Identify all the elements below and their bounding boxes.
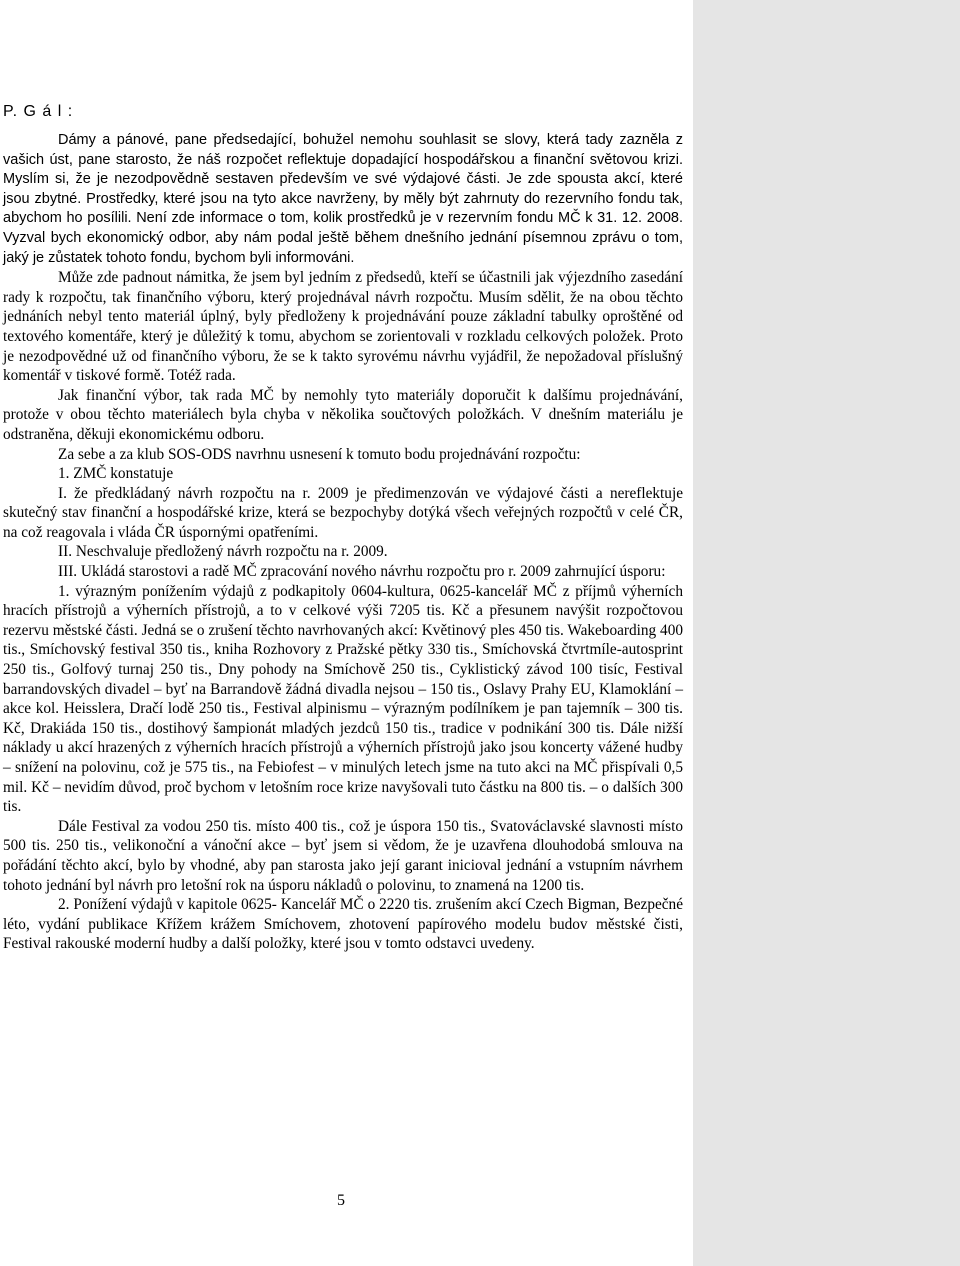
paragraph-5: 1. ZMČ konstatuje (58, 465, 174, 483)
document-body (3, 131, 683, 954)
comment-margin (693, 0, 960, 1266)
speaker-name: P. G á l : (3, 103, 74, 120)
paragraph-1: Dámy a pánové, pane předsedající, bohužel nemohu souhlasit se slovy, která tady zazněla z vašich úst, pane starosto, že náš rozpočet reflektuje dopadající hospodářskou a finanční světovou krizi. Myslím si, že je nezodpovědně sestaven především ve své výdajové části. Je zde spousta akcí, které jsou zbytné. Prostředky, které jsou na tyto akce navrženy, by měly být zahrnuty do rezervního fondu tak, abychom ho posílili. Není zde informace o tom, kolik prostředků je v rezervním fondu MČ k 31. 12. 2008. Vyzval bych ekonomický odbor, aby nám podal ještě během dnešního jednání písemnou zprávu o tom, jaký je zůstatek tohoto fondu, bychom byli informováni. (3, 132, 683, 266)
paragraph-10: Dále Festival za vodou 250 tis. místo 400 tis., což je úspora 150 tis., Svatováclavské slavnosti místo 500 tis. 250 tis., velikonoční a vánoční akce – byť jsem si vědom, že je uzavřena dlouhodobá smlouva na pořádání těchto akcí, bylo by vhodné, aby pan starosta jako její garant inicioval jednání a vstupním návrhem tohoto jednání byl návrh pro letošní rok na úsporu nákladů o polovinu, to znamená na 1200 tis. (3, 817, 683, 894)
page-number: 5 (337, 1192, 345, 1209)
paragraph-9: 1. výrazným ponížením výdajů z podkapitoly 0604-kultura, 0625-kancelář MČ z příjmů výherních hracích přístrojů a výherních přístrojů, a to v celkové výši 7205 tis. Kč a přesunem navýšit rozpočtovou rezervu městské části. Jedná se o zrušení těchto navrhovaných akcí: Květinový ples 450 tis. Wakeboarding 400 tis., Smíchovský festival 350 tis., kniha Rozhovory z Pražské pětky 330 tis., Smíchovská čtvrtmíle-autosprint 250 tis., Golfový turnaj 250 tis., Dny pohody na Smíchově 250 tis., Cyklistický závod 100 tisíc, Festival barrandovských divadel – byť na Barrandově žádná divadla nejsou – 150 tis., Oslavy Prahy EU, Klamoklání – akce kol. Heisslera, Dračí lodě 250 tis., Festival alpinismu – výrazným podílníkem je pan tajemník – 300 tis. Kč, Drakiáda 150 tis., dostihový šampionát mladých jezdců 150 tis., tradice v podnikání 300 tis. Dále nižší náklady u akcí hrazených z výherních hracích přístrojů a výherních přístrojů jako jsou koncerty vážené hudby – snížení na polovinu, což je 575 tis., na Febiofest – v minulých letech jsme na tuto akci na MČ přispívali 0,5 mil. Kč – nevidím důvod, proč bychom v letošním roce krize navyšovali tuto částku na 800 tis. – o dalších 300 tis. (3, 582, 683, 816)
paragraph-2: Může zde padnout námitka, že jsem byl jedním z předsedů, kteří se účastnili jak výjezdního zasedání rady k rozpočtu, tak finančního výboru, který projednával návrh rozpočtu. Musím sdělit, že na obou těchto jednáních nebyl tento materiál úplný, byly předloženy k projednávání pouze základní tabulky oproštěné od textového komentáře, který je důležitý k tomu, abychom se zorientovali v rozkladu celkových položek. Proto je nezodpovědné už od finančního výboru, že se k takto syrovému návrhu vyjádřil, že nepožadoval příslušný komentář v tiskové formě. Totéž rada. (3, 269, 683, 385)
paragraph-4: Za sebe a za klub SOS-ODS navrhnu usnesení k tomuto bodu projednávání rozpočtu: (58, 445, 581, 463)
paragraph-11: 2. Ponížení výdajů v kapitole 0625- Kancelář MČ o 2220 tis. zrušením akcí Czech Bigman, Bezpečné léto, vydání publikace Křížem krážem Smíchovem, zhotovení papírového modelu budov městské čisti, Festival rakouské moderní hudby a další položky, které jsou v tomto odstavci uvedeny. (3, 896, 683, 953)
paragraph-6: I. že předkládaný návrh rozpočtu na r. 2009 je předimenzován ve výdajové části a nereflektuje skutečný stav finanční a hospodářské krize, která se bezpochyby dotýká všech veřejných rozpočtů v celé ČR, na což reagovala i vláda ČR úspornými opatřeními. (3, 484, 683, 541)
paragraph-3: Jak finanční výbor, tak rada MČ by nemohly tyto materiály doporučit k dalšímu projednávání, protože v obou těchto materiálech byla chyba v několika součtových položkách. V dnešním materiálu je odstraněna, děkuji ekonomickému odboru. (3, 386, 683, 443)
paragraph-8: III. Ukládá starostovi a radě MČ zpracování nového návrhu rozpočtu pro r. 2009 zahrnující úsporu: (58, 563, 666, 581)
paragraph-7: II. Neschvaluje předložený návrh rozpočtu na r. 2009. (58, 543, 388, 561)
